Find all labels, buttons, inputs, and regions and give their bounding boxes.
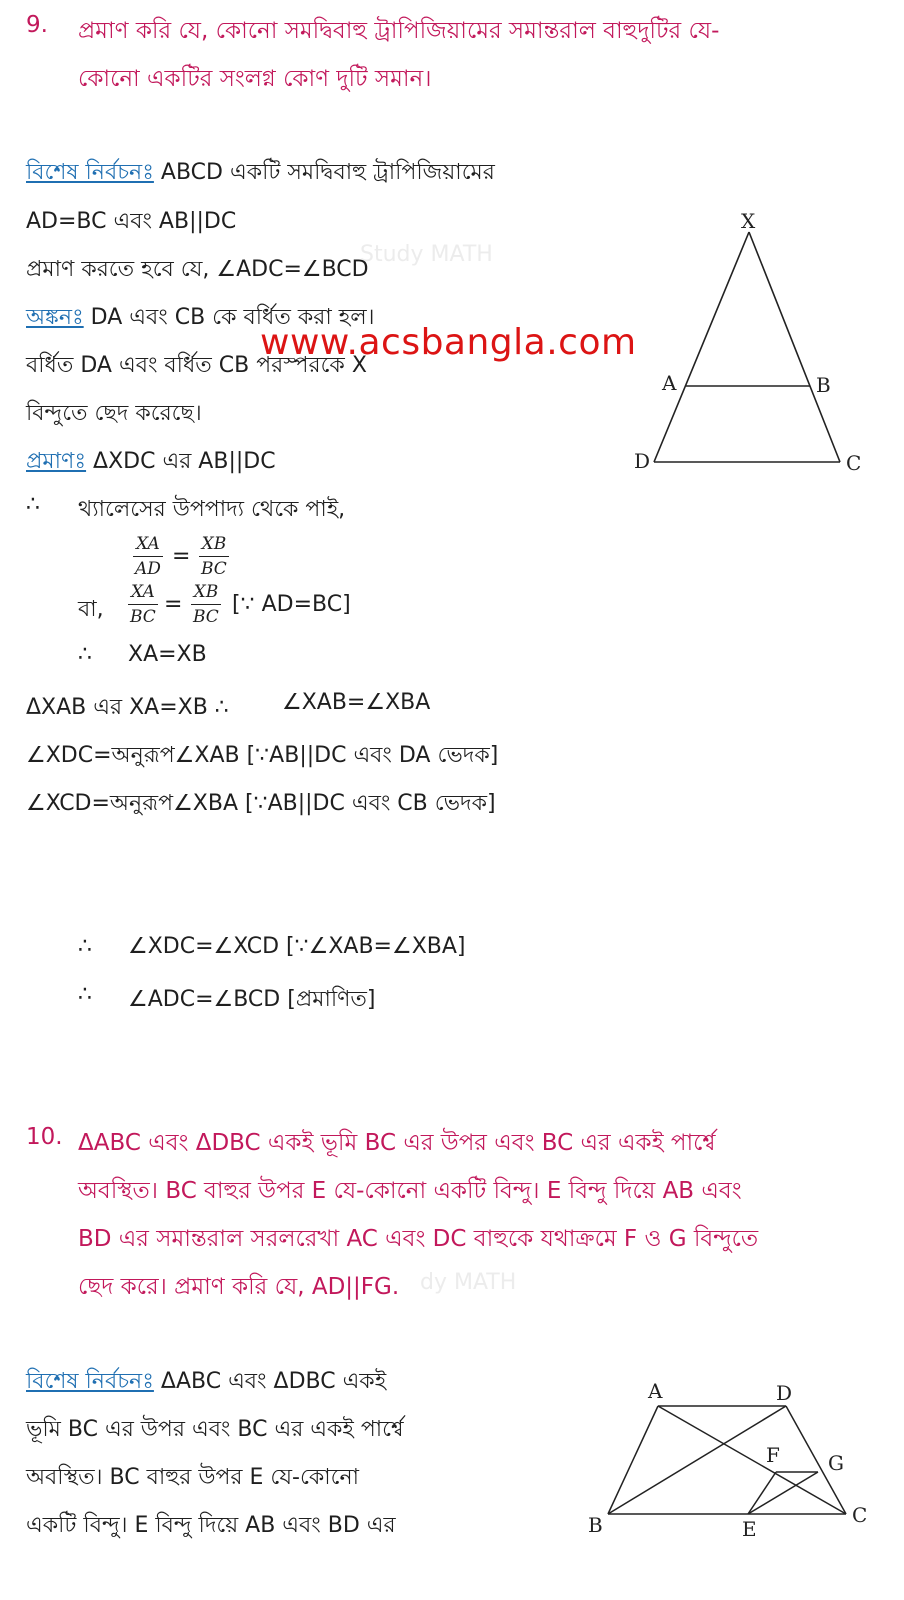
q9-special-label: বিশেষ নির্বচনঃ <box>26 160 154 185</box>
label-b: B <box>816 373 831 397</box>
equals-sign: = <box>164 592 183 617</box>
fraction-numerator: XB <box>199 534 230 557</box>
therefore-symbol: ∴ <box>26 492 40 517</box>
question-9-number: 9. <box>26 12 48 38</box>
q9-given: AD=BC এবং AB||DC <box>26 209 237 234</box>
q9-frac-reason: [∵ AD=BC] <box>232 592 351 617</box>
question-10-text-line3: BD এর সমান্তরাল সরলরেখা AC এবং DC বাহুকে যথাক্রমে F ও G বিন্দুতে <box>78 1226 759 1252</box>
question-10-text-line1: ΔABC এবং ΔDBC একই ভূমি BC এর উপর এবং BC এর একই পার্শ্বে <box>78 1130 716 1156</box>
q9-construction-line2: বর্ধিত DA এবং বর্ধিত CB পরস্পরকে X <box>26 353 367 378</box>
q10-special-statement <box>26 1364 386 1401</box>
q9-or-label: বা, <box>78 597 104 622</box>
therefore-symbol: ∴ <box>78 982 92 1007</box>
label-c: C <box>846 451 862 475</box>
q10-special-text: ΔABC এবং ΔDBC একই <box>153 1369 387 1394</box>
fraction-xa-ad <box>132 534 164 579</box>
line-xd <box>654 232 749 462</box>
q9-construction-text: DA এবং CB কে বর্ধিত করা হল। <box>83 305 375 330</box>
line-ab <box>608 1406 658 1514</box>
faint-watermark: dy MATH <box>420 1270 517 1295</box>
triangles-diagram <box>580 1370 880 1550</box>
therefore-symbol: ∴ <box>78 642 92 667</box>
fraction-numerator: XA <box>133 534 163 557</box>
q10-special-line3: অবস্থিত। BC বাহুর উপর E যে-কোনো <box>26 1465 359 1490</box>
label-x: X <box>741 209 756 233</box>
question-10-text-line2: অবস্থিত। BC বাহুর উপর E যে-কোনো একটি বিন্দু। E বিন্দু দিয়ে AB এবং <box>78 1178 742 1204</box>
q9-conclusion1: ∠XDC=∠XCD [∵∠XAB=∠XBA] <box>128 934 466 959</box>
question-9-text-line2: কোনো একটির সংলগ্ন কোণ দুটি সমান। <box>78 66 432 92</box>
fraction-denominator: AD <box>135 559 161 579</box>
therefore-symbol: ∴ <box>78 934 92 959</box>
label-a: A <box>648 1379 663 1403</box>
q10-special-line4: একটি বিন্দু। E বিন্দু দিয়ে AB এবং BD এর <box>26 1513 396 1538</box>
label-f: F <box>766 1443 780 1467</box>
fraction-xb-bc <box>198 534 230 579</box>
label-e: E <box>742 1517 757 1541</box>
q10-special-line2: ভূমি BC এর উপর এবং BC এর একই পার্শ্বে <box>26 1417 404 1442</box>
q9-to-prove: প্রমাণ করতে হবে যে, ∠ADC=∠BCD <box>26 257 369 282</box>
label-c: C <box>852 1503 868 1527</box>
q9-xab-angle: ∠XAB=∠XBA <box>282 690 431 715</box>
q10-special-label: বিশেষ নির্বচনঃ <box>26 1369 154 1394</box>
question-10-text-line4: ছেদ করে। প্রমাণ করি যে, AD||FG. <box>78 1274 400 1300</box>
q9-proof <box>26 444 276 481</box>
q9-proof-text: ΔXDC এর AB||DC <box>86 449 276 474</box>
label-b: B <box>588 1513 603 1537</box>
q9-xcd-line: ∠XCD=অনুরূপ∠XBA [∵AB||DC এবং CB ভেদক] <box>26 791 496 816</box>
label-g: G <box>828 1451 844 1475</box>
question-9-text-line1: প্রমাণ করি যে, কোনো সমদ্বিবাহু ট্রাপিজিয়ামের সমান্তরাল বাহুদুটির যে- <box>78 18 720 44</box>
q9-thales-line: থ্যালেসের উপপাদ্য থেকে পাই, <box>78 497 346 522</box>
fraction-numerator: XB <box>191 582 222 605</box>
q9-construction-line3: বিন্দুতে ছেদ করেছে। <box>26 401 202 426</box>
q9-special-statement <box>26 155 495 192</box>
label-d: D <box>776 1381 793 1405</box>
label-a: A <box>662 371 677 395</box>
site-watermark: www.acsbangla.com <box>260 322 637 363</box>
line-ef <box>748 1472 776 1514</box>
fraction-denominator: BC <box>201 559 227 579</box>
q9-xa-eq-xb: XA=XB <box>128 642 207 667</box>
equals-sign: = <box>172 544 191 569</box>
fraction-denominator: BC <box>130 607 156 627</box>
question-10-number: 10. <box>26 1124 63 1150</box>
fraction-xb-bc-2 <box>190 582 222 627</box>
trapezium-diagram <box>620 200 880 490</box>
line-ac <box>658 1406 846 1514</box>
fraction-denominator: BC <box>193 607 219 627</box>
q9-conclusion2: ∠ADC=∠BCD [প্রমাণিত] <box>128 987 376 1012</box>
faint-watermark: Study MATH <box>360 242 493 267</box>
q9-proof-label: প্রমাণঃ <box>26 449 87 474</box>
q9-xdc-line: ∠XDC=অনুরূপ∠XAB [∵AB||DC এবং DA ভেদক] <box>26 743 499 768</box>
fraction-numerator: XA <box>128 582 158 605</box>
line-xc <box>749 232 840 462</box>
fraction-xa-bc <box>127 582 159 627</box>
q9-xab-line: ΔXAB এর XA=XB ∴ <box>26 695 229 720</box>
q9-construction-label: অঙ্কনঃ <box>26 305 84 330</box>
label-d: D <box>634 449 651 473</box>
q9-special-text: ABCD একটি সমদ্বিবাহু ট্রাপিজিয়ামের <box>153 160 495 185</box>
